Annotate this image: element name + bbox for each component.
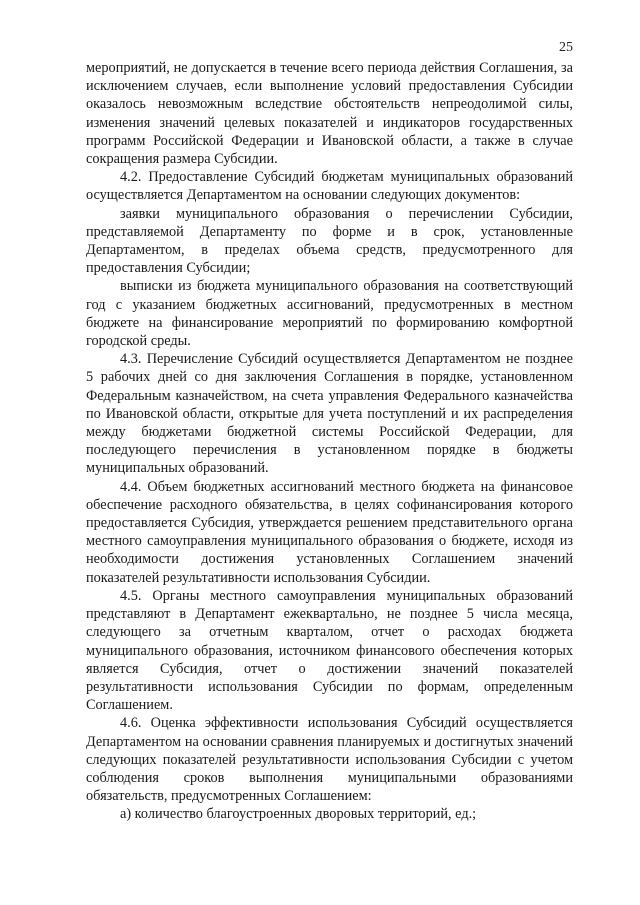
page-number: 25 [559, 40, 573, 55]
document-body [86, 59, 573, 824]
paragraph-4-6: 4.6. Оценка эффективности использования Субсидий осуществляется Департаментом на основании сравнения планируемых и достигнутых значений следующих показателей результативности использования Субсидии с учетом соблюдения сроков выполнения муниципальными образованиями обязательств, предусмотренных Соглашением: [86, 715, 573, 805]
paragraph-4-2: 4.2. Предоставление Субсидий бюджетам муниципальных образований осуществляется Департаментом на основании следующих документов: [86, 169, 573, 204]
paragraph-continuation: мероприятий, не допускается в течение всего периода действия Соглашения, за исключением случаев, если выполнение условий предоставления Субсидии оказалось невозможным вследствие обстоятельств непреодолимой силы, изменения значений целевых показателей и индикаторов государственных программ Российской Федерации и Ивановской области, а также в случае сокращения размера Субсидии. [86, 60, 573, 168]
paragraph-4-4: 4.4. Объем бюджетных ассигнований местного бюджета на финансовое обеспечение расходного обязательства, в целях софинансирования которого предоставляется Субсидия, утверждается решением представительного органа местного самоуправления муниципального образования о бюджете, исходя из необходимости достижения установленных Соглашением значений показателей результативности использования Субсидии. [86, 478, 573, 586]
paragraph-application: заявки муниципального образования о перечислении Субсидии, представляемой Департаменту по форме и в срок, установленные Департаментом, в пределах объема средств, предусмотренного для предоставления Субсидии; [86, 205, 573, 277]
paragraph-4-3: 4.3. Перечисление Субсидий осуществляется Департаментом не позднее 5 рабочих дней со дня заключения Соглашения в порядке, установленном Федеральным казначейством, на счета управления Федерального казначейства по Ивановской области, открытые для учета поступлений и их распределения между бюджетами бюджетной системы Российской Федерации, для последующего перечисления в установленном порядке в бюджеты муниципальных образований. [86, 351, 573, 477]
paragraph-budget-extract: выписки из бюджета муниципального образования на соответствующий год с указанием бюджетных ассигнований, предусмотренных в местном бюджете на финансирование мероприятий по формированию комфортной городской среды. [86, 278, 573, 350]
list-item-a: а) количество благоустроенных дворовых территорий, ед.; [120, 806, 477, 823]
paragraph-4-5: 4.5. Органы местного самоуправления муниципальных образований представляют в Департамент ежеквартально, не позднее 5 числа месяца, следующего за отчетным кварталом, отчет о расходах бюджета муниципального образования, источником финансового обеспечения которых является Субсидия, отчет о достижении значений показателей результативности использования Субсидии по формам, определенным Соглашением. [86, 587, 573, 714]
